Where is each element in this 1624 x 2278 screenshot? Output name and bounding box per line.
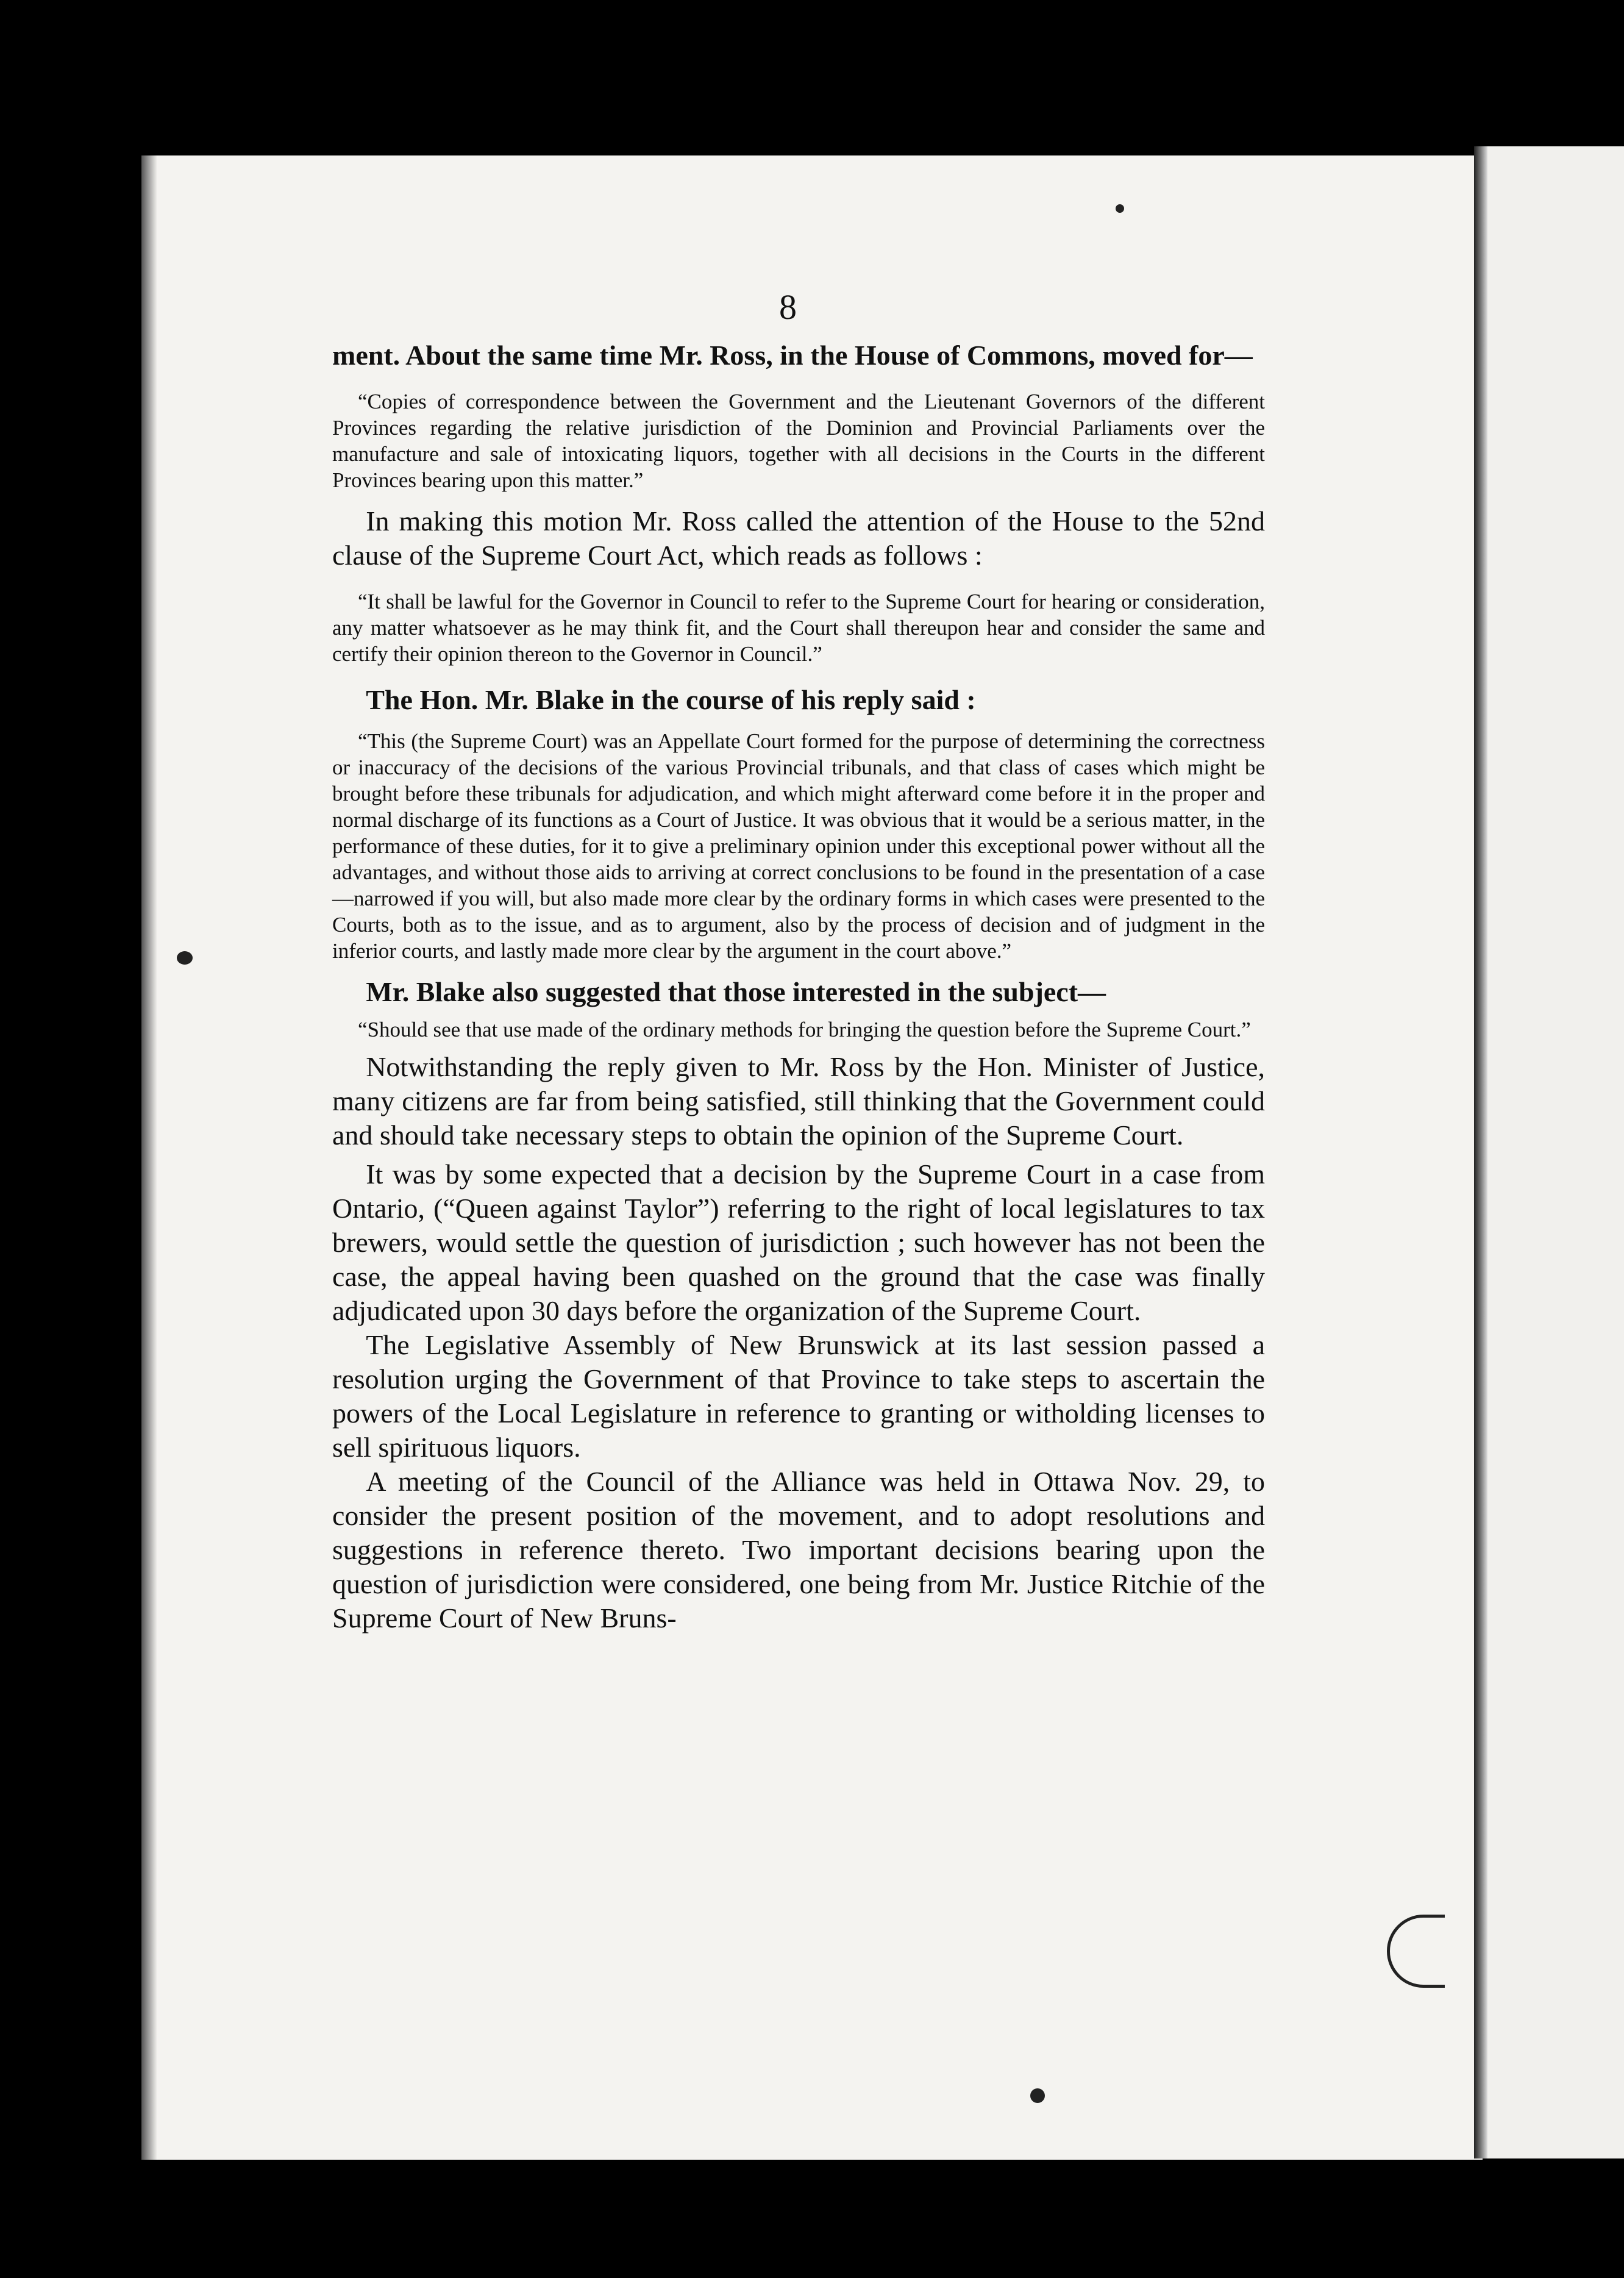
paragraph-new-brunswick-assembly: The Legislative Assembly of New Brunswick at its last session passed a resolution urging the Government of that Province to take steps to ascertain the powers of the Local Legislature in reference to granting or witholding licenses to sell spirituous liquors. — [332, 1329, 1265, 1463]
page-body — [332, 338, 1265, 1635]
ink-speck — [1116, 204, 1124, 213]
paragraph-ross-motion: ment. About the same time Mr. Ross, in the House of Commons, moved for— — [332, 340, 1253, 371]
paragraph-council-meeting: A meeting of the Council of the Alliance was held in Ottawa Nov. 29, to consider the present position of the movement, and to adopt resolutions and suggestions in reference thereto. Two important decisions bearing upon the question of jurisdiction were considered, one being from Mr. Justice Ritchie of the Supreme Court of New Bruns- — [332, 1466, 1265, 1634]
book-spine — [1474, 146, 1487, 2158]
adjacent-page-edge — [1487, 146, 1624, 2158]
quote-copies-of-correspondence: “Copies of correspondence between the Government and the Lieutenant Governors of the different Provinces regarding the relative jurisdiction of the Dominion and Provincial Parliaments over the manufacture and sale of intoxicating liquors, together with all decisions in the Courts in the different Provinces bearing upon this matter.” — [332, 390, 1265, 492]
quote-appellate-court: “This (the Supreme Court) was an Appellate Court formed for the purpose of determining the correctness or inaccuracy of the decisions of the various Provincial tribunals, and that class of cases which might be brought before these tribunals for adjudication, and which might afterward come before it in the proper and normal discharge of its functions as a Court of Justice. It was obvious that it would be a serious matter, in the performance of these duties, for it to give a preliminary opinion under this exceptional power without all the advantages, and without those aids to arriving at correct conclusions to be found in the presentation of a case—narrowed if you will, but also made more clear by the ordinary forms in which cases were presented to the Courts, both as to the issue, and as to argument, also by the process of decision and of judgment in the inferior courts, and lastly made more clear by the argument in the court above.” — [332, 729, 1265, 963]
paragraph-blake-suggested: Mr. Blake also suggested that those interested in the subject— — [366, 976, 1106, 1007]
page-number: 8 — [779, 287, 797, 327]
paragraph-notwithstanding: Notwithstanding the reply given to Mr. Ross by the Hon. Minister of Justice, many citizens are far from being satisfied, still thinking that the Government could and should take necessary steps to obtain the opinion of the Supreme Court. — [332, 1051, 1265, 1151]
paragraph-queen-against-taylor: It was by some expected that a decision by the Supreme Court in a case from Ontario, (“Queen against Taylor”) referring to the right of local legislatures to tax brewers, would settle the question of jurisdiction ; such however has not been the case, the appeal having been quashed on the ground that the case was finally adjudicated upon 30 days before the organization of the Supreme Court. — [332, 1159, 1265, 1326]
quote-supreme-court-act: “It shall be lawful for the Governor in Council to refer to the Supreme Court for hearing or consideration, any matter whatsoever as he may think fit, and the Court shall thereupon hear and consider the same and certify their opinion thereon to the Governor in Council.” — [332, 590, 1265, 666]
quote-ordinary-methods: “Should see that use made of the ordinary methods for bringing the question before the Supreme Court.” — [358, 1018, 1251, 1041]
paragraph-blake-reply: The Hon. Mr. Blake in the course of his reply said : — [366, 684, 976, 715]
paragraph-ross-attention: In making this motion Mr. Ross called the attention of the House to the 52nd clause of the Supreme Court Act, which reads as follows : — [332, 505, 1265, 571]
ink-speck — [1030, 2088, 1045, 2103]
ink-speck — [177, 951, 193, 965]
page-edge-shadow — [141, 155, 157, 2160]
